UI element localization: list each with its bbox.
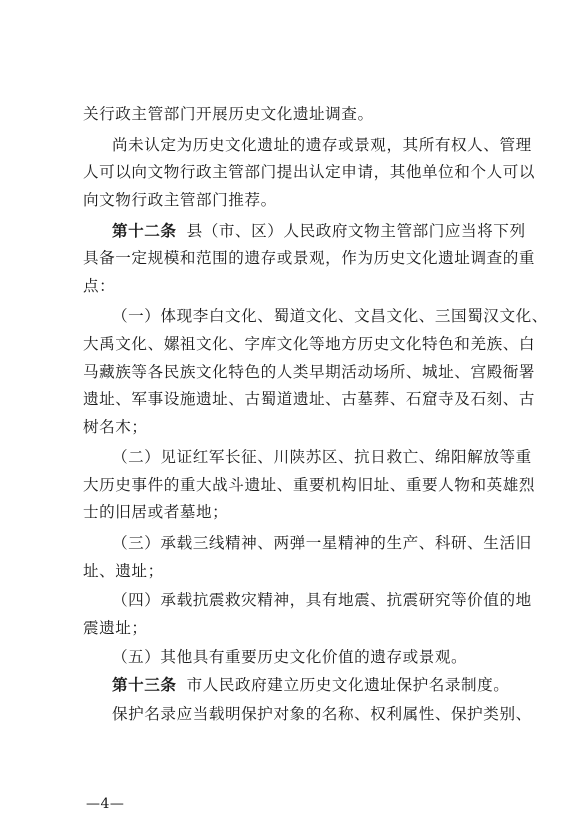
text-line: （一）体现李白文化、蜀道文化、文昌文化、三国蜀汉文化、 [112, 307, 548, 325]
text-line: 关行政主管部门开展历史文化遗址调查。 [83, 105, 374, 123]
text-line: （二）见证红军长征、川陕苏区、抗日救亡、绵阳解放等重 [112, 448, 532, 466]
text-line: 保护名录应当载明保护对象的名称、权利属性、保护类别、 [112, 705, 532, 723]
text-line: 遗址、军事设施遗址、古蜀道遗址、古墓葬、石窟寺及石刻、古 [83, 390, 536, 408]
text-line: （三）承载三线精神、两弹一星精神的生产、科研、生活旧 [112, 534, 532, 552]
text-line: 向文物行政主管部门推荐。 [83, 191, 277, 209]
text-line: 尚未认定为历史文化遗址的遗存或景观，其所有权人、管理 [112, 136, 532, 154]
text-line: 大历史事件的重大战斗遗址、重要机构旧址、重要人物和英雄烈 [83, 476, 536, 494]
article-text: 县（市、区）人民政府文物主管部门应当将下列 [186, 222, 526, 240]
text-line: 震遗址； [83, 619, 148, 637]
page-number: —4— [86, 796, 125, 812]
text-line: （四）承载抗震救灾精神，具有地震、抗震研究等价值的地 [112, 591, 532, 609]
article-text: 市人民政府建立历史文化遗址保护名录制度。 [186, 676, 510, 694]
article-line [112, 675, 508, 695]
article-number: 第十二条 [112, 222, 177, 240]
text-line: 树名木； [83, 418, 148, 436]
article-line [112, 221, 526, 241]
text-line: 人可以向文物行政主管部门提出认定申请，其他单位和个人可以 [83, 163, 536, 181]
text-line: 大禹文化、嫘祖文化、字库文化等地方历史文化特色和羌族、白 [83, 335, 536, 353]
text-line: （五）其他具有重要历史文化价值的遗存或景观。 [112, 648, 468, 666]
article-number: 第十三条 [112, 676, 177, 694]
text-line: 点： [83, 277, 116, 295]
text-line: 址、遗址； [83, 562, 164, 580]
text-line: 具备一定规模和范围的遗存或景观，作为历史文化遗址调查的重 [83, 249, 536, 267]
text-line: 马藏族等各民族文化特色的人类早期活动场所、城址、宫殿衙署 [83, 363, 536, 381]
text-line: 士的旧居或者墓地； [83, 503, 229, 521]
